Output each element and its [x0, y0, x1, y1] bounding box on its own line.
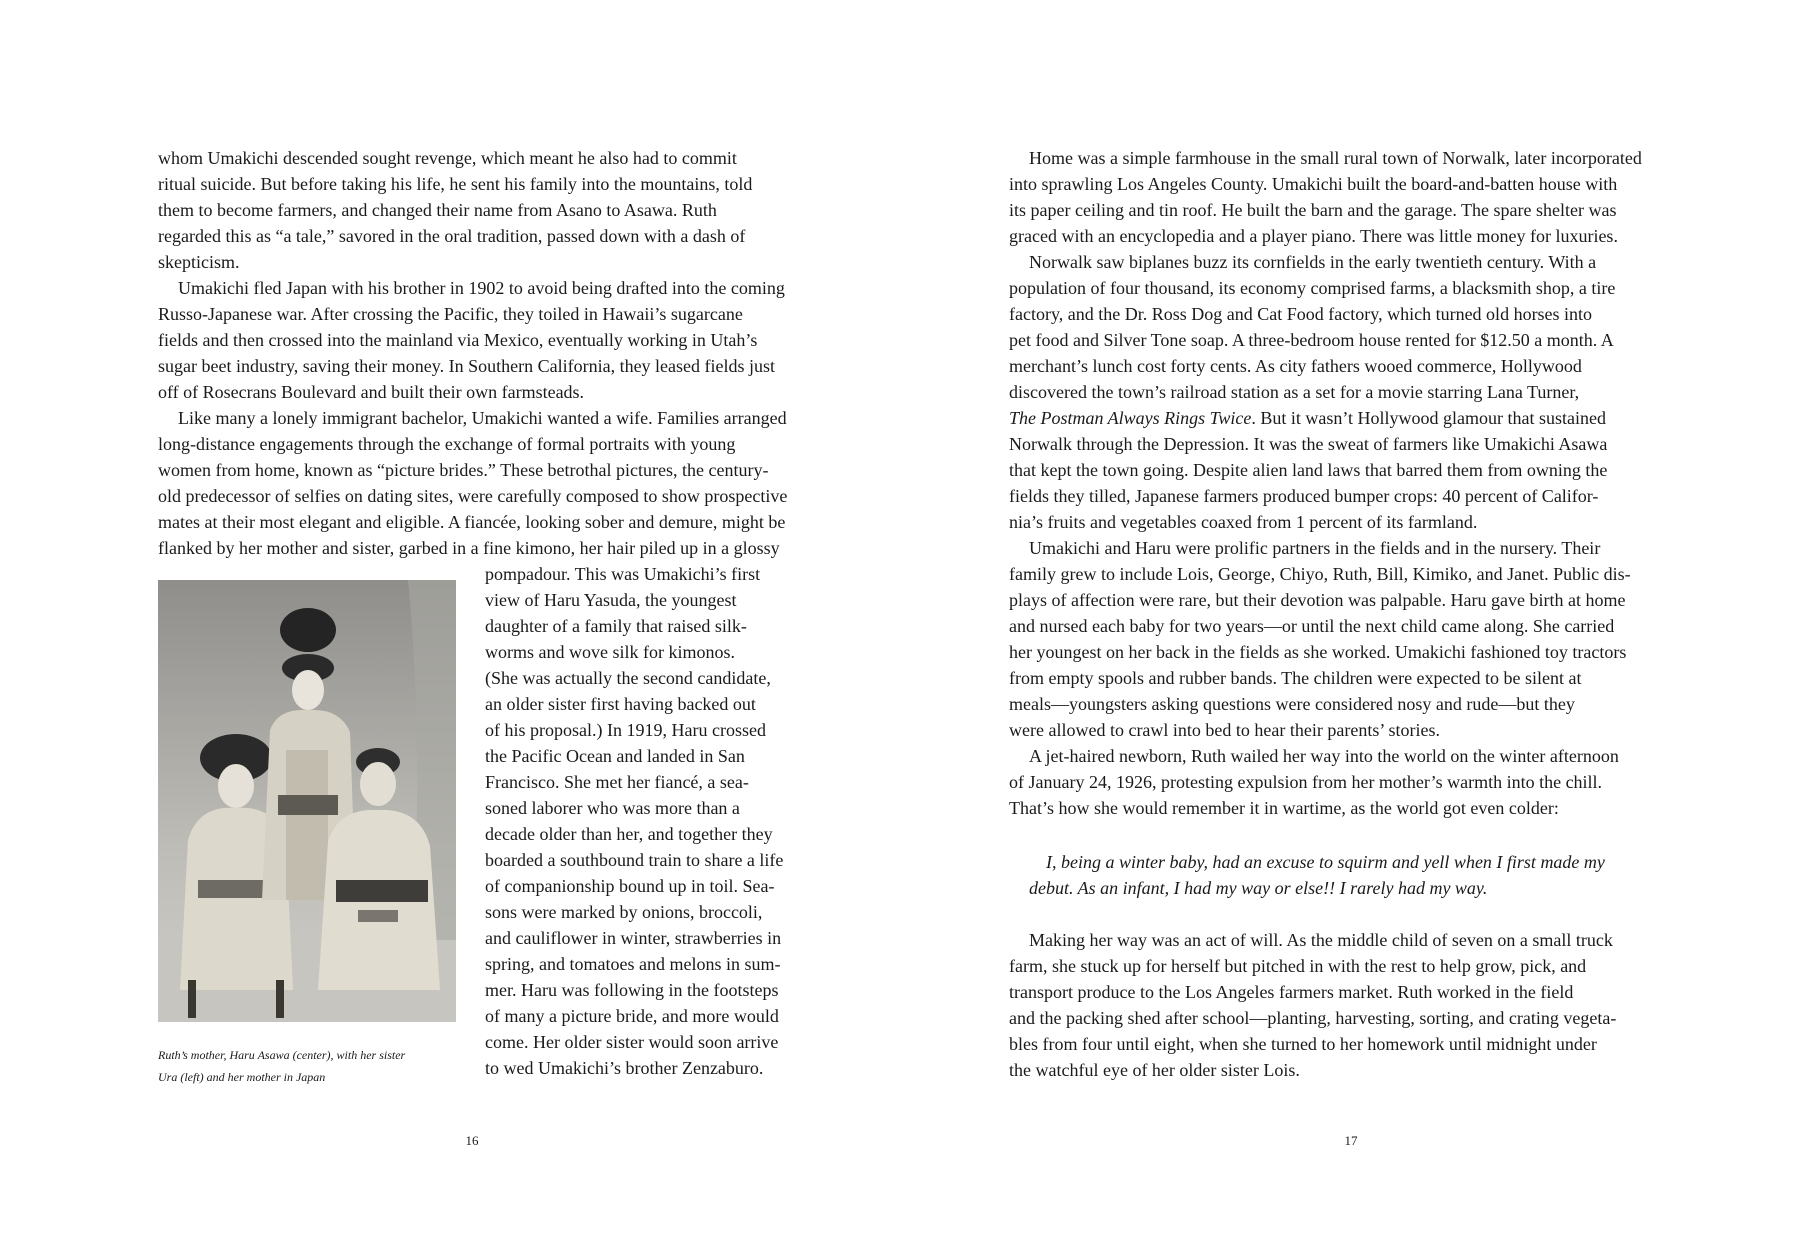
body-line: ritual suicide. But before taking his life, he sent his family into the mountains, told — [158, 174, 753, 194]
body-line: Russo-Japanese war. After crossing the Pacific, they toiled in Hawaii’s sugarcane — [158, 304, 743, 324]
column-line: spring, and tomatoes and melons in sum- — [485, 954, 781, 974]
body-line: long-distance engagements through the exchange of formal portraits with young — [158, 434, 736, 454]
body-line: meals—youngsters asking questions were considered nosy and rude—but they — [1009, 694, 1575, 714]
page-number-right: 17 — [1344, 1133, 1358, 1148]
body-line: from empty spools and rubber bands. The children were expected to be silent at — [1009, 668, 1582, 688]
body-line: its paper ceiling and tin roof. He built the barn and the garage. The spare shelter was — [1009, 200, 1617, 220]
body-line: That’s how she would remember it in wartime, as the world got even colder: — [1009, 798, 1559, 818]
body-line: Umakichi fled Japan with his brother in 1902 to avoid being drafted into the coming — [178, 278, 785, 298]
movie-title: The Postman Always Rings Twice — [1009, 408, 1252, 428]
column-line: to wed Umakichi’s brother Zenzaburo. — [485, 1058, 764, 1078]
body-line: mates at their most elegant and eligible. A fiancée, looking sober and demure, might be — [158, 512, 786, 532]
body-line: The Postman Always Rings Twice. But it wasn’t Hollywood glamour that sustained — [1009, 408, 1606, 428]
body-line: merchant’s lunch cost forty cents. As city fathers wooed commerce, Hollywood — [1009, 356, 1582, 376]
body-line: plays of affection were rare, but their devotion was palpable. Haru gave birth at home — [1009, 590, 1626, 610]
body-line: nia’s fruits and vegetables coaxed from 1 percent of its farmland. — [1009, 512, 1478, 532]
column-line: of many a picture bride, and more would — [485, 1006, 779, 1026]
body-line: population of four thousand, its economy comprised farms, a blacksmith shop, a tire — [1009, 278, 1616, 298]
column-line: mer. Haru was following in the footsteps — [485, 980, 779, 1000]
body-line: regarded this as “a tale,” savored in the oral tradition, passed down with a dash of — [158, 226, 746, 246]
body-line: Home was a simple farmhouse in the small rural town of Norwalk, later incorporated — [1029, 148, 1642, 168]
body-line: Norwalk through the Depression. It was the sweat of farmers like Umakichi Asawa — [1009, 434, 1608, 454]
column-line: and cauliflower in winter, strawberries in — [485, 928, 782, 948]
body-line: fields they tilled, Japanese farmers produced bumper crops: 40 percent of Califor- — [1009, 486, 1599, 506]
body-line: off of Rosecrans Boulevard and built their own farmsteads. — [158, 382, 585, 402]
body-line: fields and then crossed into the mainland via Mexico, eventually working in Utah’s — [158, 330, 758, 350]
body-line: transport produce to the Los Angeles farmers market. Ruth worked in the field — [1009, 982, 1574, 1002]
quote-line: debut. As an infant, I had my way or else!! I rarely had my way. — [1029, 878, 1488, 898]
body-line: Norwalk saw biplanes buzz its cornfields in the early twentieth century. With a — [1029, 252, 1597, 272]
photo-caption-line-1: Ruth’s mother, Haru Asawa (center), with her sister — [158, 1048, 406, 1062]
column-line: an older sister first having backed out — [485, 694, 756, 714]
column-line: boarded a southbound train to share a life — [485, 850, 784, 870]
body-line: her youngest on her back in the fields as she worked. Umakichi fashioned toy tractors — [1009, 642, 1627, 662]
body-line: A jet-haired newborn, Ruth wailed her way into the world on the winter afternoon — [1029, 746, 1619, 766]
body-line: were allowed to crawl into bed to hear their parents’ stories. — [1009, 720, 1441, 740]
body-line: factory, and the Dr. Ross Dog and Cat Food factory, which turned old horses into — [1009, 304, 1593, 324]
body-line: Umakichi and Haru were prolific partners in the fields and in the nursery. Their — [1029, 538, 1601, 558]
body-line: skepticism. — [158, 252, 240, 272]
column-line: soned laborer who was more than a — [485, 798, 740, 818]
family-portrait-photo — [158, 580, 456, 1022]
body-line: and the packing shed after school—planting, harvesting, sorting, and crating vegeta- — [1009, 1008, 1617, 1028]
body-line: the watchful eye of her older sister Lois. — [1009, 1060, 1300, 1080]
column-line: daughter of a family that raised silk- — [485, 616, 747, 636]
column-line: of companionship bound up in toil. Sea- — [485, 876, 775, 896]
body-line: women from home, known as “picture brides.” These betrothal pictures, the century- — [158, 460, 769, 480]
column-line: decade older than her, and together they — [485, 824, 773, 844]
quote-line: I, being a winter baby, had an excuse to squirm and yell when I first made my — [1046, 852, 1605, 872]
body-line: whom Umakichi descended sought revenge, which meant he also had to commit — [158, 148, 737, 168]
column-line: pompadour. This was Umakichi’s first — [485, 564, 761, 584]
photo-caption-line-2: Ura (left) and her mother in Japan — [158, 1070, 326, 1084]
body-line: family grew to include Lois, George, Chiyo, Ruth, Bill, Kimiko, and Janet. Public dis- — [1009, 564, 1631, 584]
body-line: bles from four until eight, when she turned to her homework until midnight under — [1009, 1034, 1597, 1054]
body-line: old predecessor of selfies on dating sites, were carefully composed to show prospective — [158, 486, 788, 506]
column-line: the Pacific Ocean and landed in San — [485, 746, 745, 766]
column-line: Francisco. She met her fiancé, a sea- — [485, 772, 749, 792]
body-line: them to become farmers, and changed their name from Asano to Asawa. Ruth — [158, 200, 717, 220]
right-page — [906, 0, 1812, 1236]
portrait-illustration — [158, 580, 456, 1022]
body-line: discovered the town’s railroad station as a set for a movie starring Lana Turner, — [1009, 382, 1580, 402]
column-line: of his proposal.) In 1919, Haru crossed — [485, 720, 766, 740]
body-line: graced with an encyclopedia and a player piano. There was little money for luxuries. — [1009, 226, 1618, 246]
column-line: worms and wove silk for kimonos. — [485, 642, 735, 662]
body-line: into sprawling Los Angeles County. Umakichi built the board-and-batten house with — [1009, 174, 1618, 194]
column-line: (She was actually the second candidate, — [485, 668, 771, 688]
column-line: view of Haru Yasuda, the youngest — [485, 590, 737, 610]
body-line: Making her way was an act of will. As the middle child of seven on a small truck — [1029, 930, 1613, 950]
body-line: that kept the town going. Despite alien land laws that barred them from owning the — [1009, 460, 1608, 480]
body-line: farm, she stuck up for herself but pitched in with the rest to help grow, pick, and — [1009, 956, 1587, 976]
body-line: sugar beet industry, saving their money. In Southern California, they leased fields just — [158, 356, 776, 376]
body-line: Like many a lonely immigrant bachelor, Umakichi wanted a wife. Families arranged — [178, 408, 787, 428]
body-line: pet food and Silver Tone soap. A three-bedroom house rented for $12.50 a month. A — [1009, 330, 1614, 350]
column-line: sons were marked by onions, broccoli, — [485, 902, 763, 922]
body-line: of January 24, 1926, protesting expulsion from her mother’s warmth into the chill. — [1009, 772, 1603, 792]
page-number-left: 16 — [465, 1133, 479, 1148]
body-line: and nursed each baby for two years—or until the next child came along. She carried — [1009, 616, 1615, 636]
body-line: flanked by her mother and sister, garbed in a fine kimono, her hair piled up in a glossy — [158, 538, 780, 558]
column-line: come. Her older sister would soon arrive — [485, 1032, 779, 1052]
